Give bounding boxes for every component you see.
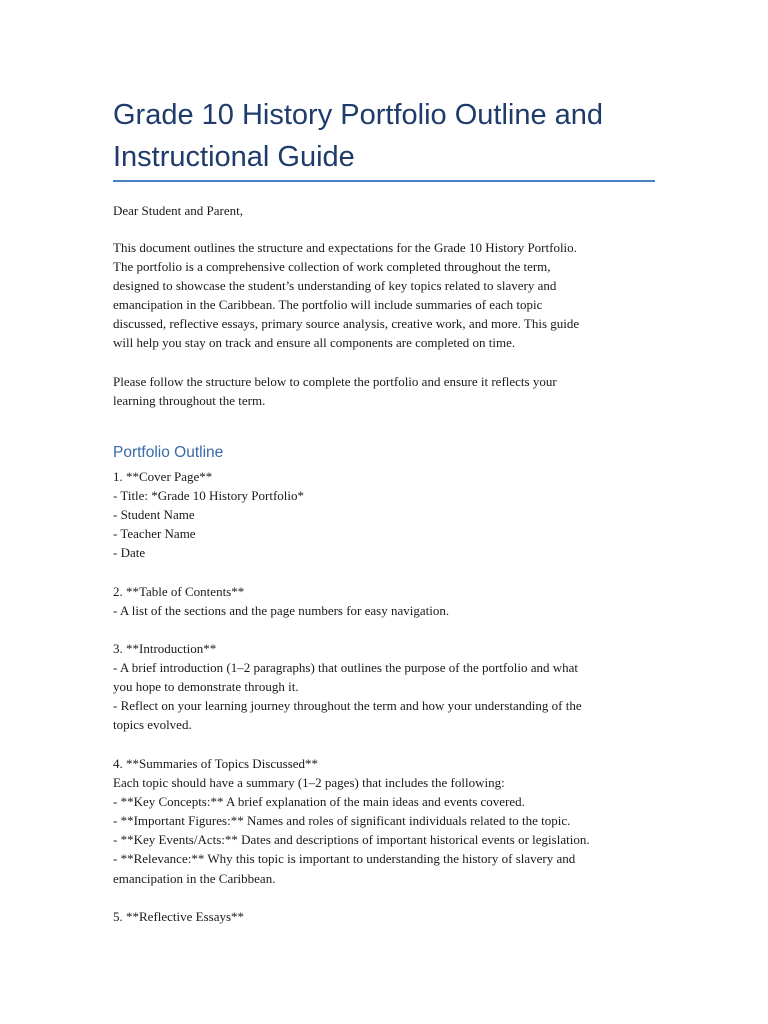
section-line: topics evolved. [113, 717, 192, 733]
section-line: 4. **Summaries of Topics Discussed** [113, 756, 319, 771]
section-line: - **Relevance:** Why this topic is important to understanding the history of slavery and [113, 851, 576, 867]
title-underline [113, 180, 655, 182]
intro-line: This document outlines the structure and expectations for the Grade 10 History Portfolio. [113, 240, 577, 255]
section-line: 3. **Introduction** [113, 641, 217, 656]
instruction-line: learning throughout the term. [113, 393, 266, 409]
section-line: - **Key Events/Acts:** Dates and descriptions of important historical events or legislation. [113, 832, 590, 848]
intro-line: The portfolio is a comprehensive collection of work completed throughout the term, [113, 259, 551, 275]
section-line: - A list of the sections and the page numbers for easy navigation. [113, 603, 450, 619]
instruction-paragraph [113, 372, 673, 410]
intro-paragraph [113, 238, 673, 353]
portfolio-outline-heading: Portfolio Outline [113, 444, 224, 461]
intro-line: emancipation in the Caribbean. The portfolio will include summaries of each topic [113, 297, 543, 313]
section-line: 2. **Table of Contents** [113, 584, 245, 599]
intro-line: will help you stay on track and ensure all components are completed on time. [113, 335, 516, 351]
section-cover-page [113, 467, 673, 562]
section-line: - **Key Concepts:** A brief explanation of the main ideas and events covered. [113, 794, 525, 810]
section-line: - Student Name [113, 507, 195, 523]
section-line: - **Important Figures:** Names and roles of significant individuals related to the topic. [113, 813, 571, 829]
section-introduction [113, 639, 673, 734]
section-line: - Reflect on your learning journey throughout the term and how your understanding of the [113, 698, 582, 714]
section-line: - Title: *Grade 10 History Portfolio* [113, 488, 305, 504]
section-line: 1. **Cover Page** [113, 469, 213, 484]
section-line: - Teacher Name [113, 526, 196, 542]
section-summaries [113, 754, 673, 888]
section-line: you hope to demonstrate through it. [113, 679, 299, 695]
document-title: Grade 10 History Portfolio Outline and Instructional Guide [113, 99, 604, 173]
section-reflective-essays [113, 907, 673, 926]
section-table-of-contents [113, 582, 673, 620]
section-line: 5. **Reflective Essays** [113, 909, 245, 924]
section-line: emancipation in the Caribbean. [113, 870, 276, 886]
intro-line: designed to showcase the student’s understanding of key topics related to slavery and [113, 278, 557, 294]
section-line: Each topic should have a summary (1–2 pages) that includes the following: [113, 775, 505, 791]
intro-line: discussed, reflective essays, primary source analysis, creative work, and more. This guide [113, 316, 580, 332]
greeting: Dear Student and Parent, [113, 203, 243, 218]
instruction-line: Please follow the structure below to complete the portfolio and ensure it reflects your [113, 374, 557, 389]
section-line: - A brief introduction (1–2 paragraphs) that outlines the purpose of the portfolio and what [113, 660, 578, 676]
section-line: - Date [113, 545, 146, 561]
